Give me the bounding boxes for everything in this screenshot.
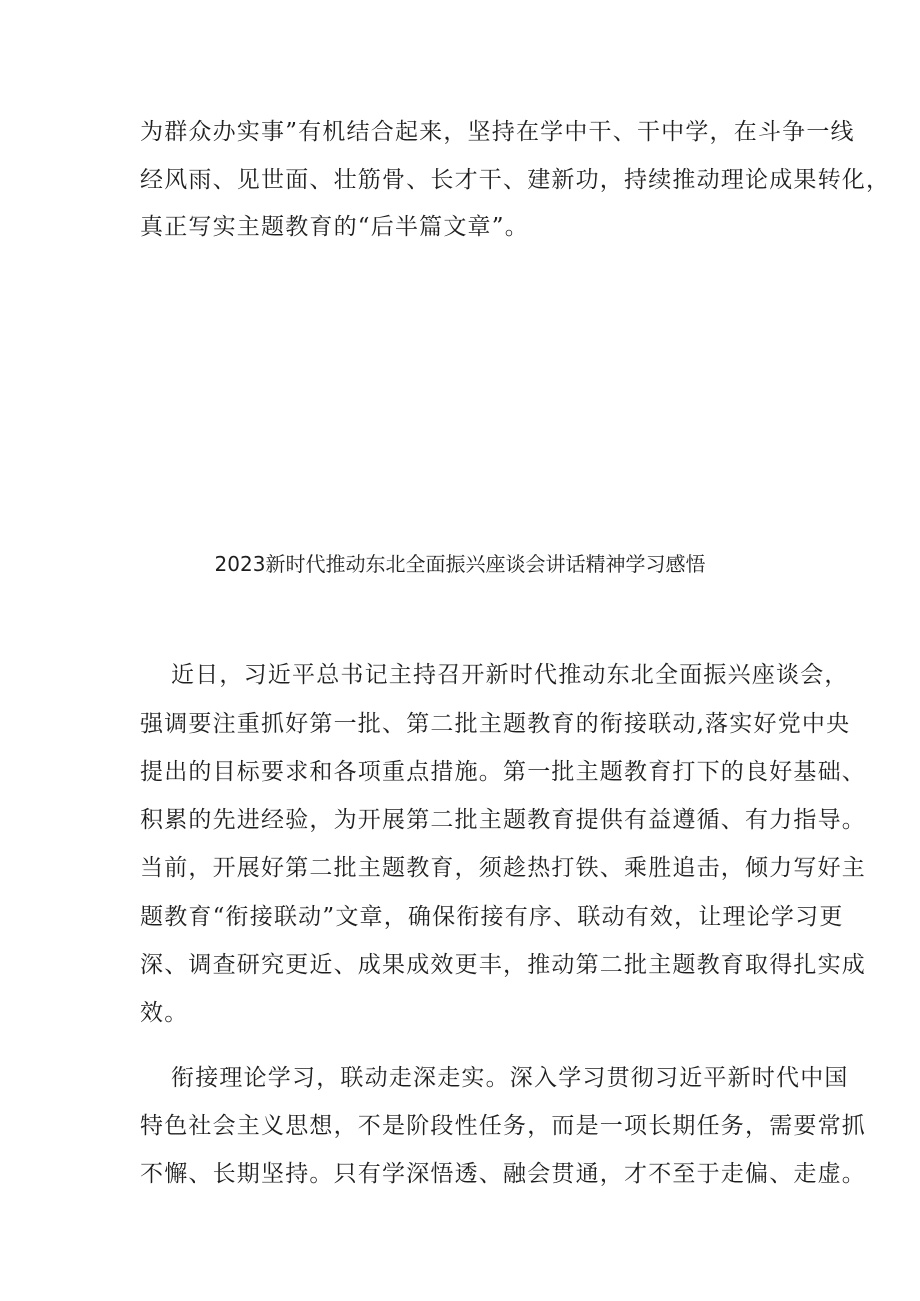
paragraph-1-line-2: 强调要注重抓好第一批、第二批主题教育的衔接联动,落实好党中央	[140, 711, 851, 737]
article-title: 2023新时代推动东北全面振兴座谈会讲话精神学习感悟	[214, 552, 706, 576]
paragraph-2-line-1: 衔接理论学习，联动走深走实。深入学习贯彻习近平新时代中国	[171, 1065, 849, 1091]
prev-section-line-2: 经风雨、见世面、壮筋骨、长才干、建新功，持续推动理论成果转化，	[140, 167, 891, 193]
paragraph-1-line-1: 近日，习近平总书记主持召开新时代推动东北全面振兴座谈会，	[171, 662, 849, 688]
paragraph-1-line-3: 提出的目标要求和各项重点措施。第一批主题教育打下的良好基础、	[140, 759, 866, 785]
paragraph-2-line-3: 不懈、长期坚持。只有学深悟透、融会贯通，才不至于走偏、走虚。	[140, 1161, 866, 1187]
paragraph-1-line-6: 题教育“衔接联动”文章，确保衔接有序、联动有效，让理论学习更	[140, 904, 844, 930]
paragraph-1-line-8: 效。	[140, 1000, 189, 1026]
paragraph-1-line-5: 当前，开展好第二批主题教育，须趁热打铁、乘胜追击，倾力写好主	[140, 855, 866, 881]
paragraph-1-line-7: 深、调查研究更近、成果成效更丰，推动第二批主题教育取得扎实成	[140, 952, 866, 978]
prev-section-line-1: 为群众办实事”有机结合起来，坚持在学中干、干中学，在斗争一线	[140, 119, 855, 145]
prev-section-line-3: 真正写实主题教育的“后半篇文章”。	[140, 214, 529, 240]
paragraph-2-line-2: 特色社会主义思想，不是阶段性任务，而是一项长期任务，需要常抓	[140, 1113, 866, 1139]
paragraph-1-line-4: 积累的先进经验，为开展第二批主题教育提供有益遵循、有力指导。	[140, 807, 866, 833]
